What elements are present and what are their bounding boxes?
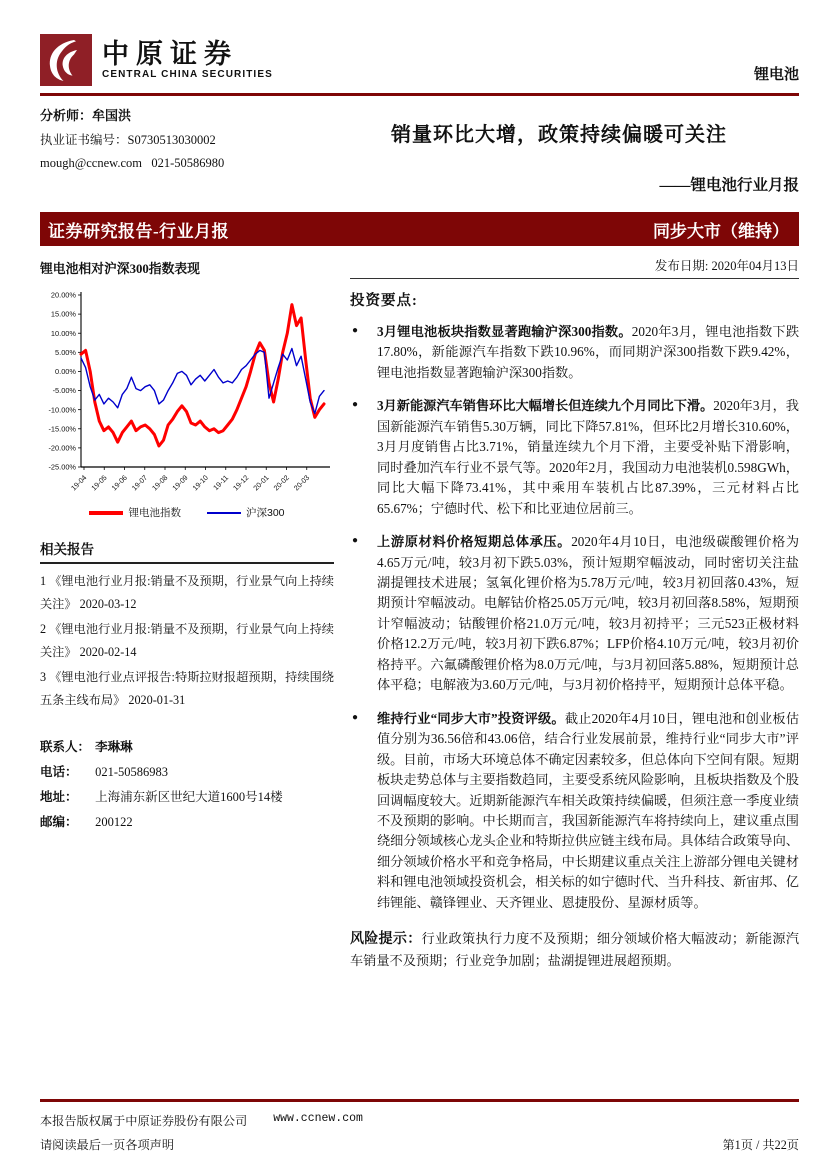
svg-text:20.00%: 20.00%	[50, 290, 76, 300]
risk-warning-label: 风险提示：	[350, 932, 422, 948]
svg-text:10.00%: 10.00%	[50, 328, 76, 338]
key-point-item	[350, 322, 799, 383]
header-divider	[40, 93, 799, 96]
svg-text:0.00%: 0.00%	[55, 367, 76, 377]
company-logo-icon	[40, 34, 92, 86]
key-points-list	[350, 322, 799, 913]
contact-address-label: 地址：	[40, 790, 78, 805]
contact-block	[40, 735, 334, 835]
body-column	[350, 256, 799, 971]
key-point-body: 2020年4月10日，电池级碳酸锂价格为4.65万元/吨，较3月初下跌5.03%，预计短期窄幅波动，同时密切关注盐湖提锂技术进展；氢氧化锂价格为5.78万元/吨，较3月初回落0.43%，短期预计窄幅波动。电解钴价格25.05万元/吨，较3月初回落8.58%，短期预计窄幅波动；钴酸锂价格21.0万元/吨，较3月初持平；三元523正极材料价格12.2万元/吨，较3月初下跌6.87%；LFP价格4.10万元/吨，较3月初价格持平。六氟磷酸锂价格为8.0万元/吨，与3月初回落5.88%，短期预计总体平稳；电解液为3.60万元/吨，与3月初价格持平，短期预计总体平稳。	[377, 534, 800, 693]
contact-person-value: 李琳琳	[95, 740, 133, 755]
performance-chart	[40, 287, 334, 503]
chart-title: 锂电池相对沪深300指数表现	[40, 262, 200, 276]
rating-badge: 同步大市（维持）	[653, 221, 789, 241]
key-point-item	[350, 709, 799, 914]
contact-zip-row	[40, 810, 334, 835]
key-point-lead: 3月新能源汽车销售环比大幅增长但连续九个月同比下滑。	[377, 398, 714, 414]
title-block	[332, 104, 799, 210]
svg-text:19-05: 19-05	[89, 473, 109, 493]
analyst-contact	[40, 152, 332, 176]
footer	[40, 1099, 799, 1153]
brand-name-cn: 中原证券	[102, 39, 238, 70]
svg-text:15.00%: 15.00%	[50, 309, 76, 319]
company-brand	[40, 34, 273, 86]
main-content	[40, 256, 799, 1099]
page-number: 第1页 / 共22页	[722, 1138, 799, 1152]
svg-text:19-06: 19-06	[109, 473, 129, 493]
contact-zip-value: 200122	[95, 815, 133, 830]
contact-phone-row	[40, 760, 334, 785]
key-point-lead: 维持行业“同步大市”投资评级。	[377, 710, 565, 726]
risk-warning	[350, 929, 799, 971]
legend-line-blue-icon	[207, 512, 241, 514]
legend-item-csi300	[207, 505, 285, 520]
key-point-body: 2020年3月，我国新能源汽车销售5.30万辆，同比下降57.81%，但环比2月增长310.60%，3月月度销售占比3.71%，销量连续九个月下滑，主要受补贴下滑影响，同时叠加汽车行业不景气等。2020年2月，我国动力电池装机0.598GWh，同比大幅下降73.41%，其中乘用车装机占比87.39%，三元材料占比65.67%；宁德时代、松下和比亚迪位居前三。	[377, 398, 799, 516]
industry-tag: 锂电池	[753, 67, 799, 83]
analyst-name: 分析师：牟国洪	[40, 108, 132, 123]
svg-text:-15.00%: -15.00%	[48, 424, 76, 434]
report-type-label: 证券研究报告-行业月报	[48, 221, 230, 241]
contact-address-value: 上海浦东新区世纪大道1600号14楼	[95, 790, 283, 805]
analyst-email-link[interactable]: mough@ccnew.com	[40, 156, 142, 171]
contact-phone-value: 021-50586983	[95, 765, 169, 780]
key-point-lead: 上游原材料价格短期总体承压。	[377, 534, 572, 550]
chart-legend	[40, 505, 334, 520]
related-report-item[interactable]: 3 《锂电池行业点评报告:特斯拉财报超预期，持续围绕五条主线布局》 2020-01-31	[40, 670, 334, 707]
brand-name-en: CENTRAL CHINA SECURITIES	[102, 68, 273, 80]
legend-item-battery	[89, 505, 181, 520]
footer-copyright: 本报告版权属于中原证券股份有限公司	[40, 1114, 248, 1128]
contact-person-label: 联系人：	[40, 740, 91, 755]
legend-label-battery: 锂电池指数	[128, 507, 181, 519]
svg-text:20-01: 20-01	[251, 473, 271, 493]
svg-text:5.00%: 5.00%	[55, 347, 76, 357]
svg-text:-20.00%: -20.00%	[48, 443, 76, 453]
contact-address-row	[40, 785, 334, 810]
footer-copyright-line	[40, 1112, 799, 1129]
svg-text:-25.00%: -25.00%	[48, 462, 76, 472]
risk-warning-body: 行业政策执行力度不及预期；细分领域价格大幅波动；新能源汽车销量不及预期；行业竞争加剧；盐湖提锂进展超预期。	[350, 931, 800, 968]
svg-text:19-04: 19-04	[69, 473, 89, 493]
related-report-item[interactable]: 1 《锂电池行业月报:销量不及预期，行业景气向上持续关注》 2020-03-12	[40, 574, 334, 611]
report-title: 销量环比大增，政策持续偏暖可关注	[391, 124, 727, 146]
key-point-item	[350, 532, 799, 696]
related-reports-heading: 相关报告	[40, 538, 334, 564]
key-point-body: 2020年3月，锂电池指数下跌17.80%，新能源汽车指数下跌10.96%，而同期沪深300指数下跌9.42%，锂电池指数显著跑输沪深300指数。	[377, 324, 800, 380]
publish-date: 发布日期: 2020年04月13日	[350, 256, 799, 279]
footer-disclaimer: 请阅读最后一页各项声明	[40, 1138, 175, 1152]
svg-text:-5.00%: -5.00%	[52, 386, 76, 396]
key-point-body: 截止2020年4月10日，锂电池和创业板估值分别为36.56倍和43.06倍，结合行业发展前景，维持行业“同步大市”评级。目前，市场大环境总体不确定因素较多，但总体向下空间有限。短期板块走势总体与主要指数趋同，主要受系统风险影响，且板块指数及个股回调幅度较大。近期新能源汽车相关政策持续偏暖，但须注意一季度业绩不及预期的影响。中长期而言，我国新能源汽车将持续向上，建议重点围绕细分领域核心龙头企业和特斯拉供应链主线布局。具体结合政策导向、细分领域价格水平和竞争格局，中长期建议重点关注上游部分锂电关键材料和锂电池领域投资机会，相关标的如宁德时代、当升科技、新宙邦、亿纬锂能、赣锋锂业、天齐锂业、恩捷股份、星源材质等。	[377, 710, 800, 910]
contact-person-row	[40, 735, 334, 760]
legend-label-csi300: 沪深300	[245, 507, 285, 519]
brand-text	[102, 40, 273, 79]
svg-text:20-02: 20-02	[271, 473, 291, 493]
svg-text:19-09: 19-09	[170, 473, 190, 493]
header	[40, 34, 799, 86]
svg-text:20-03: 20-03	[291, 473, 312, 493]
sidebar-column	[40, 256, 334, 835]
report-subtitle: ——锂电池行业月报	[659, 177, 799, 194]
analyst-cert: 执业证书编号：S0730513030002	[40, 132, 216, 147]
svg-text:19-12: 19-12	[231, 473, 251, 493]
svg-text:19-07: 19-07	[129, 473, 150, 493]
footer-bottom-row	[40, 1136, 799, 1153]
svg-text:19-08: 19-08	[150, 473, 170, 493]
legend-line-red-icon	[89, 511, 123, 515]
key-point-item	[350, 396, 799, 519]
analyst-phone: 021-50586980	[151, 156, 225, 171]
key-points-heading: 投资要点:	[350, 293, 418, 309]
svg-text:-10.00%: -10.00%	[48, 405, 76, 415]
related-report-item[interactable]: 2 《锂电池行业月报:销量不及预期，行业景气向上持续关注》 2020-02-14	[40, 622, 334, 659]
key-point-lead: 3月锂电池板块指数显著跑输沪深300指数。	[377, 324, 632, 339]
contact-zip-label: 邮编：	[40, 815, 78, 830]
related-reports	[40, 538, 334, 711]
analyst-block	[40, 104, 332, 210]
info-row	[40, 104, 799, 210]
footer-url-link[interactable]: www.ccnew.com	[273, 1112, 363, 1125]
contact-phone-label: 电话：	[40, 765, 78, 780]
classification-banner	[40, 212, 799, 246]
svg-text:19-10: 19-10	[190, 473, 210, 493]
svg-text:19-11: 19-11	[211, 473, 231, 493]
